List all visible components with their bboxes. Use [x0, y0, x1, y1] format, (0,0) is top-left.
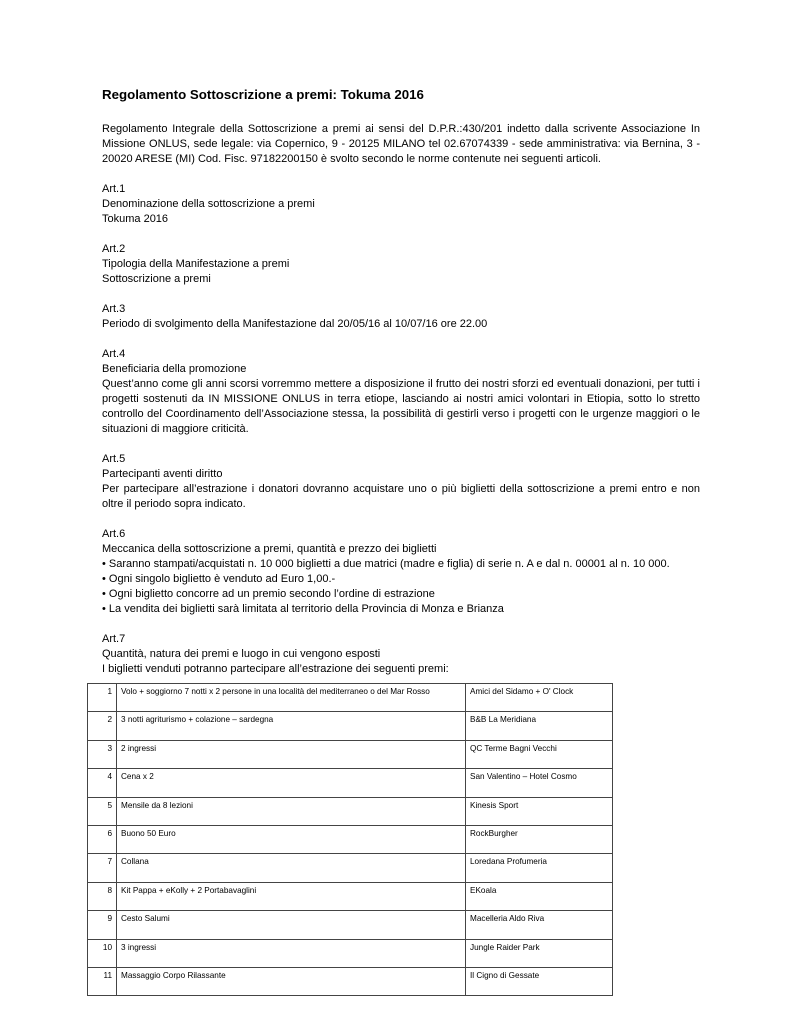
- table-row: [88, 939, 613, 967]
- prize-number: 5: [88, 797, 117, 825]
- prize-number: 7: [88, 854, 117, 882]
- table-row: [88, 797, 613, 825]
- article-line: Denominazione della sottoscrizione a premi: [102, 198, 315, 210]
- prize-description: Massaggio Corpo Rilassante: [117, 967, 466, 995]
- prize-number: 3: [88, 740, 117, 768]
- prize-description: Kit Pappa + eKolly + 2 Portabavaglini: [117, 882, 466, 910]
- article-heading: Art.1: [102, 183, 126, 195]
- article-line: Tipologia della Manifestazione a premi: [102, 258, 290, 270]
- article-4: [102, 347, 700, 437]
- table-row: [88, 740, 613, 768]
- article-line: Partecipanti aventi diritto: [102, 468, 223, 480]
- bullet-item: • Ogni biglietto concorre ad un premio secondo l’ordine di estrazione: [102, 587, 700, 602]
- prize-number: 8: [88, 882, 117, 910]
- bullet-item: • La vendita dei biglietti sarà limitata al territorio della Provincia di Monza e Brianza: [102, 602, 700, 617]
- article-body: Quest’anno come gli anni scorsi vorremmo mettere a disposizione il frutto dei nostri sforzi ed eventuali donazioni, per tutti i progetti sostenuti da IN MISSIONE ONLUS in terra etiope, lasciando ai nostri amici volontari in Etiopia, sotto lo stretto controllo del Coordinamento dell’Associazione stessa, la possibilità di gestirli verso i progetti con le urgenze maggiori o le situazioni di maggiore criticità.: [102, 378, 700, 435]
- article-line: Tokuma 2016: [102, 213, 169, 225]
- prize-number: 1: [88, 684, 117, 712]
- prize-number: 9: [88, 911, 117, 939]
- article-heading: Art.7: [102, 633, 126, 645]
- prize-sponsor: QC Terme Bagni Vecchi: [466, 740, 613, 768]
- prizes-table: [87, 683, 613, 996]
- prize-sponsor: Amici del Sidamo + O' Clock: [466, 684, 613, 712]
- article-line: Periodo di svolgimento della Manifestazione dal 20/05/16 al 10/07/16 ore 22.00: [102, 318, 488, 330]
- article-3: [102, 302, 700, 332]
- article-5: [102, 452, 700, 512]
- prize-description: Cena x 2: [117, 769, 466, 797]
- article-line: Meccanica della sottoscrizione a premi, quantità e prezzo dei biglietti: [102, 543, 437, 555]
- table-row: [88, 769, 613, 797]
- table-row: [88, 825, 613, 853]
- article-heading: Art.4: [102, 348, 126, 360]
- document-title: Regolamento Sottoscrizione a premi: Tokuma 2016: [102, 87, 424, 102]
- table-row: [88, 712, 613, 740]
- article-7: [102, 632, 700, 677]
- prize-sponsor: Jungle Raider Park: [466, 939, 613, 967]
- article-body: Per partecipare all’estrazione i donatori dovranno acquistare uno o più biglietti della sottoscrizione a premi entro e non oltre il periodo sopra indicato.: [102, 483, 700, 510]
- prize-sponsor: San Valentino – Hotel Cosmo: [466, 769, 613, 797]
- bullet-item: • Ogni singolo biglietto è venduto ad Euro 1,00.-: [102, 572, 700, 587]
- prize-description: Cesto Salumi: [117, 911, 466, 939]
- prize-sponsor: Loredana Profumeria: [466, 854, 613, 882]
- article-line: Quantità, natura dei premi e luogo in cui vengono esposti: [102, 648, 381, 660]
- table-row: [88, 911, 613, 939]
- article-2: [102, 242, 700, 287]
- bullet-item: • Saranno stampati/acquistati n. 10 000 biglietti a due matrici (madre e figlia) di serie n. A e dal n. 00001 al n. 10 000.: [102, 557, 700, 572]
- prize-description: 3 notti agriturismo + colazione – sardegna: [117, 712, 466, 740]
- article-line: I biglietti venduti potranno partecipare all’estrazione dei seguenti premi:: [102, 663, 449, 675]
- prize-sponsor: EKoala: [466, 882, 613, 910]
- prize-description: Volo + soggiorno 7 notti x 2 persone in una località del mediterraneo o del Mar Rosso: [117, 684, 466, 712]
- article-heading: Art.2: [102, 243, 126, 255]
- prize-number: 2: [88, 712, 117, 740]
- prize-number: 6: [88, 825, 117, 853]
- prize-sponsor: Macelleria Aldo Riva: [466, 911, 613, 939]
- table-row: [88, 882, 613, 910]
- prize-description: Buono 50 Euro: [117, 825, 466, 853]
- prize-number: 4: [88, 769, 117, 797]
- article-heading: Art.3: [102, 303, 126, 315]
- article-1: [102, 182, 700, 227]
- bullet-list: [102, 557, 700, 617]
- article-line: Beneficiaria della promozione: [102, 363, 247, 375]
- prize-sponsor: B&B La Meridiana: [466, 712, 613, 740]
- prize-description: Mensile da 8 lezioni: [117, 797, 466, 825]
- prize-sponsor: RockBurgher: [466, 825, 613, 853]
- article-line: Sottoscrizione a premi: [102, 273, 211, 285]
- prize-sponsor: Il Cigno di Gessate: [466, 967, 613, 995]
- article-heading: Art.5: [102, 453, 126, 465]
- prize-number: 10: [88, 939, 117, 967]
- intro-paragraph: Regolamento Integrale della Sottoscrizione a premi ai sensi del D.P.R.:430/201 indetto dalla scrivente Associazione In Missione ONLUS, sede legale: via Copernico, 9 - 20125 MILANO tel 02.67074339 - sede amministrativa: via Bernina, 3 - 20020 ARESE (MI) Cod. Fisc. 97182200150 è svolto secondo le norme contenute nei seguenti articoli.: [102, 123, 700, 165]
- prize-description: 3 ingressi: [117, 939, 466, 967]
- table-row: [88, 967, 613, 995]
- article-heading: Art.6: [102, 528, 126, 540]
- prize-number: 11: [88, 967, 117, 995]
- article-6: [102, 527, 700, 617]
- prize-sponsor: Kinesis Sport: [466, 797, 613, 825]
- prize-description: 2 ingressi: [117, 740, 466, 768]
- document-page: [102, 86, 700, 692]
- prize-description: Collana: [117, 854, 466, 882]
- table-row: [88, 684, 613, 712]
- table-row: [88, 854, 613, 882]
